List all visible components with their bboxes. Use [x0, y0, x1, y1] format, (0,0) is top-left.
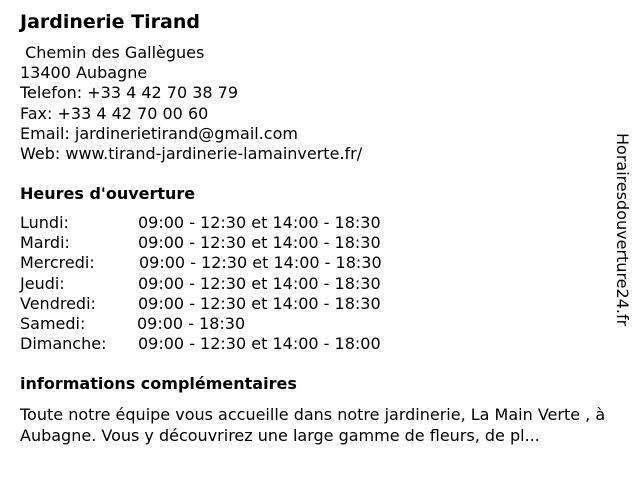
additional-info-heading: informations complémentaires — [20, 374, 297, 393]
day-label: Lundi: — [20, 213, 69, 232]
business-name: Jardinerie Tirand — [20, 11, 200, 33]
opening-hours-heading: Heures d'ouverture — [20, 184, 196, 203]
email-address: Email: jardinerietirand@gmail.com — [20, 123, 298, 143]
day-label: Mercredi: — [20, 253, 95, 273]
day-label: Dimanche: — [20, 334, 107, 354]
fax-number: Fax: +33 4 42 70 00 60 — [20, 103, 209, 123]
site-watermark: Horairesdouverture24.fr — [613, 133, 632, 327]
phone-number: Telefon: +33 4 42 70 38 79 — [20, 83, 239, 103]
contact-block — [20, 43, 362, 164]
time-range: 09:00 - 12:30 et 14:00 - 18:30 — [138, 233, 381, 253]
business-description: Toute notre équipe vous accueille dans notre jardinerie, La Main Verte , à Aubagne. Vous y découvrirez une large gamme de fleurs, de pl... — [20, 405, 606, 445]
time-range: 09:00 - 12:30 et 14:00 - 18:30 — [138, 273, 381, 293]
day-label: Mardi: — [20, 233, 70, 253]
day-label: Jeudi: — [20, 273, 65, 293]
time-range: 09:00 - 12:30 et 14:00 - 18:30 — [138, 213, 381, 232]
street-address: Chemin des Gallègues — [20, 43, 205, 62]
day-label: Vendredi: — [20, 293, 96, 313]
time-range: 09:00 - 12:30 et 14:00 - 18:30 — [138, 293, 381, 313]
time-range: 09:00 - 18:30 — [137, 313, 246, 333]
time-range: 09:00 - 12:30 et 14:00 - 18:30 — [139, 253, 382, 273]
time-range: 09:00 - 12:30 et 14:00 - 18:00 — [138, 334, 381, 354]
day-label: Samedi: — [20, 313, 86, 333]
website-url: Web: www.tirand-jardinerie-lamainverte.fr/ — [20, 144, 363, 164]
city-address: 13400 Aubagne — [20, 63, 148, 83]
